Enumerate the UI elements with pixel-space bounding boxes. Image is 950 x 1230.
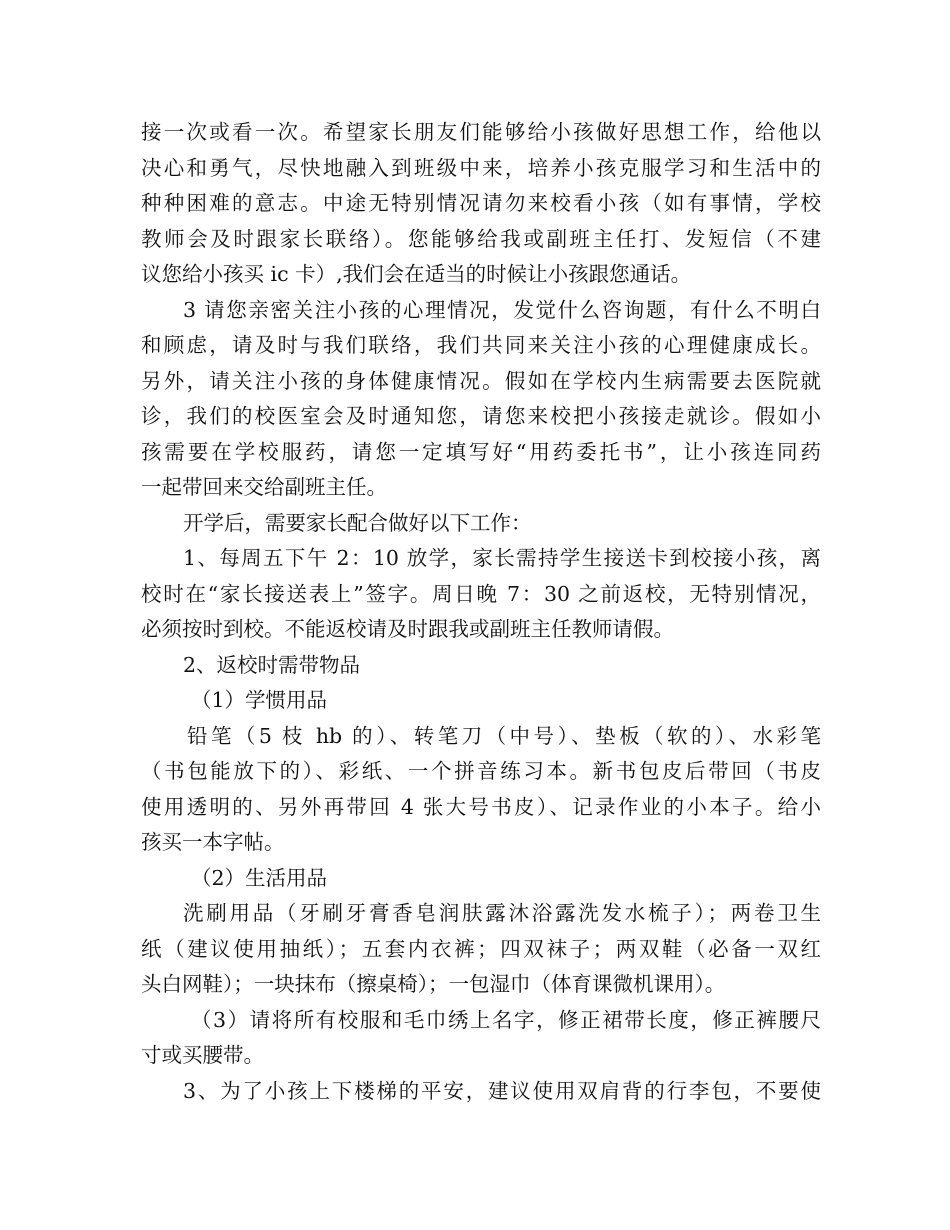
text-line: 教师会及时跟家长联络）。您能够给我或副班主任打、发短信（不建	[141, 226, 821, 251]
text-line: 孩需要在学校服药，请您一定填写好“用药委托书”，让小孩连同药	[141, 439, 821, 464]
list-item-line: 3、为了小孩上下楼梯的平安，建议使用双肩背的行李包，不要使	[183, 1078, 821, 1103]
text-line: 必须按时到校。不能返校请及时跟我或副班主任教师请假。	[141, 617, 674, 641]
text-line: 纸（建议使用抽纸）；五套内衣裤；四双袜子；两双鞋（必备一双红	[141, 936, 821, 961]
text-line: 诊，我们的校医室会及时通知您，请您来校把小孩接走就诊。假如小	[141, 404, 821, 428]
paragraph-start-line: 洗刷用品（牙刷牙膏香皂润肤露沐浴露洗发水梳子）；两卷卫生	[183, 901, 821, 925]
text-line: 头白网鞋）；一块抹布（擦桌椅）；一包湿巾（体育课微机课用）。	[141, 972, 726, 996]
list-item-line: 2、返校时需带物品	[183, 652, 361, 677]
text-line: 寸或买腰带。	[141, 1043, 264, 1067]
text-line: 和顾虑，请及时与我们联络，我们共同来关注小孩的心理健康成长。	[141, 333, 821, 357]
text-line: 决心和勇气，尽快地融入到班级中来，培养小孩克服学习和生活中的	[141, 155, 821, 180]
sub-heading-line: （1）学惯用品	[191, 688, 328, 712]
list-item-line: 1、每周五下午 2：10 放学，家长需持学生接送卡到校接小孩，离	[183, 546, 821, 570]
document-body	[141, 115, 821, 1109]
text-line: 孩买一本字帖。	[141, 830, 285, 854]
paragraph-start-line: 3 请您亲密关注小孩的心理情况，发觉什么咨询题，有什么不明白	[183, 297, 821, 322]
text-line: 接一次或看一次。希望家长朋友们能够给小孩做好思想工作，给他以	[141, 120, 821, 144]
text-line: 使用透明的、另外再带回 4 张大号书皮）、记录作业的小本子。给小	[141, 794, 821, 819]
sub-heading-line: （2）生活用品	[191, 865, 328, 890]
paragraph-start-line: 铅笔（5 枝 hb 的）、转笔刀（中号）、垫板（软的）、水彩笔	[187, 723, 821, 748]
text-line: 种种困难的意志。中途无特别情况请勿来校看小孩（如有事情，学校	[141, 191, 821, 215]
paragraph-start-line: （3）请将所有校服和毛巾绣上名字，修正裙带长度，修正裤腰尺	[191, 1007, 821, 1032]
text-line: 议您给小孩买 ic 卡）,我们会在适当的时候让小孩跟您通话。	[141, 262, 692, 286]
text-line: 校时在“家长接送表上”签字。周日晚 7：30 之前返校，无特别情况，	[141, 581, 821, 606]
text-line: 另外，请关注小孩的身体健康情况。假如在学校内生病需要去医院就	[141, 368, 821, 393]
text-line: 一起带回来交给副班主任。	[141, 475, 387, 499]
text-line: （书包能放下的）、彩纸、一个拼音练习本。新书包皮后带回（书皮	[141, 759, 821, 783]
paragraph-start-line: 开学后，需要家长配合做好以下工作：	[183, 510, 532, 535]
